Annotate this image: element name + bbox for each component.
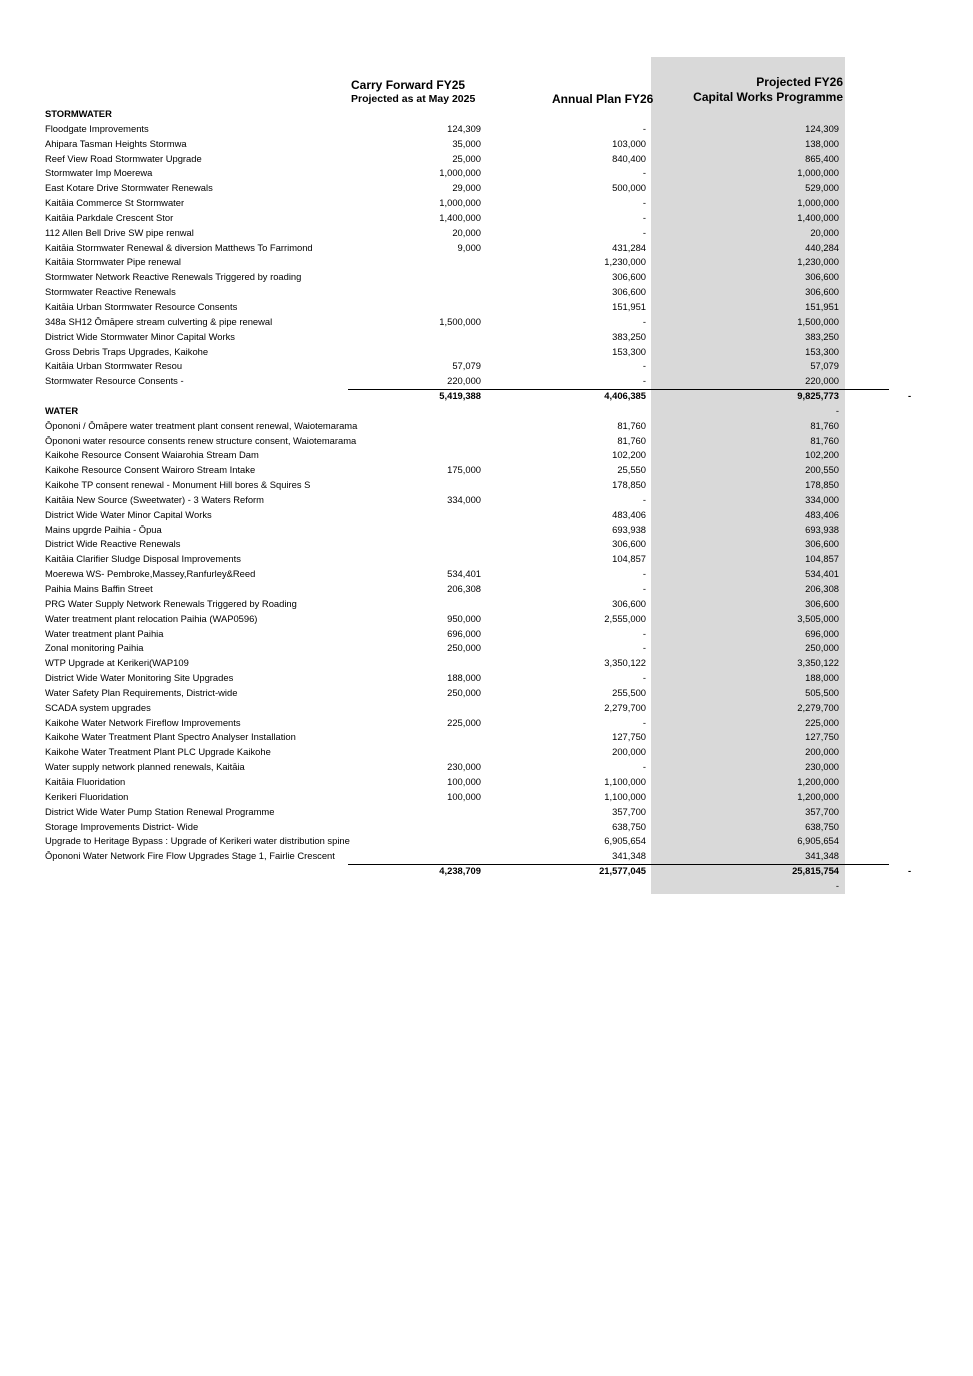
annual-plan-value: 178,850	[612, 479, 646, 491]
annual-plan-value: 104,857	[612, 553, 646, 565]
carry-forward-value: 225,000	[447, 716, 481, 728]
projected-value: 127,750	[805, 731, 839, 743]
projected-value: 225,000	[805, 716, 839, 728]
project-name: Floodgate Improvements	[45, 122, 149, 134]
table-row	[45, 211, 925, 226]
table-row	[45, 567, 925, 582]
table-row	[45, 701, 925, 716]
project-name: Zonal monitoring Paihia	[45, 642, 144, 654]
project-name: Kaitāia Urban Stormwater Resource Consents	[45, 300, 238, 312]
projected-value: 102,200	[805, 449, 839, 461]
projected-value: 1,500,000	[797, 315, 839, 327]
annual-plan-value: 500,000	[612, 182, 646, 194]
projected-value: 3,350,122	[797, 657, 839, 669]
annual-plan-value: -	[642, 672, 646, 684]
projected-value: 696,000	[805, 627, 839, 639]
total-carry-forward: 4,238,709	[439, 865, 481, 877]
annual-plan-value: -	[642, 642, 646, 654]
annual-plan-value: 306,600	[612, 597, 646, 609]
projected-value: 383,250	[805, 330, 839, 342]
carry-forward-value: 57,079	[452, 360, 481, 372]
projected-value: 220,000	[805, 375, 839, 387]
total-annual-plan: 21,577,045	[599, 865, 646, 877]
table-row	[45, 181, 925, 196]
project-name: Kaikohe Water Treatment Plant Spectro Analyser Installation	[45, 731, 296, 743]
projected-value: 200,550	[805, 464, 839, 476]
carry-forward-value: 534,401	[447, 568, 481, 580]
project-name: Water treatment plant Paihia	[45, 627, 164, 639]
projected-value: 306,600	[805, 286, 839, 298]
project-name: Gross Debris Traps Upgrades, Kaikohe	[45, 345, 209, 357]
projected-value: 693,938	[805, 523, 839, 535]
annual-plan-value: 151,951	[612, 300, 646, 312]
section-title: WATER	[45, 404, 79, 416]
annual-plan-value: -	[642, 375, 646, 387]
total-projected: 25,815,754	[792, 865, 839, 877]
section-heading	[45, 404, 925, 419]
annual-plan-value: 483,406	[612, 508, 646, 520]
carry-forward-value: 1,500,000	[439, 315, 481, 327]
projected-value: 529,000	[805, 182, 839, 194]
carry-forward-value: 175,000	[447, 464, 481, 476]
projected-header: Projected FY26	[756, 75, 843, 89]
annual-plan-value: 306,600	[612, 271, 646, 283]
carry-forward-value: 1,400,000	[439, 211, 481, 223]
total-check-mark: -	[908, 390, 912, 402]
annual-plan-value: -	[642, 226, 646, 238]
table-row	[45, 656, 925, 671]
project-name: Kaikohe Water Network Fireflow Improvements	[45, 716, 241, 728]
project-name: Moerewa WS- Pembroke,Massey,Ranfurley&Reed	[45, 568, 256, 580]
capital-works-table	[45, 107, 925, 894]
project-name: Stormwater Reactive Renewals	[45, 286, 176, 298]
project-name: Kerikeri Fluoridation	[45, 790, 129, 802]
annual-plan-value: 1,100,000	[604, 790, 646, 802]
table-row	[45, 834, 925, 849]
project-name: District Wide Water Pump Station Renewal Programme	[45, 805, 275, 817]
table-row	[45, 775, 925, 790]
projected-value: 334,000	[805, 493, 839, 505]
table-row	[45, 493, 925, 508]
project-name: Kaitāia Commerce St Stormwater	[45, 197, 185, 209]
section-title: STORMWATER	[45, 108, 112, 119]
projected-value: 138,000	[805, 137, 839, 149]
table-row	[45, 508, 925, 523]
projected-value: 2,279,700	[797, 701, 839, 713]
table-row	[45, 671, 925, 686]
carry-forward-value: 9,000	[457, 241, 481, 253]
project-name: SCADA system upgrades	[45, 701, 151, 713]
project-name: District Wide Water Monitoring Site Upgrades	[45, 672, 234, 684]
project-name: Reef View Road Stormwater Upgrade	[45, 152, 202, 164]
annual-plan-value: -	[642, 167, 646, 179]
annual-plan-value: 840,400	[612, 152, 646, 164]
carry-forward-value: 100,000	[447, 775, 481, 787]
annual-plan-value: 383,250	[612, 330, 646, 342]
table-row	[45, 537, 925, 552]
project-name: Mains upgrde Paihia - Ōpua	[45, 523, 162, 535]
carry-forward-value: 220,000	[447, 375, 481, 387]
annual-plan-value: -	[642, 315, 646, 327]
projected-value: 357,700	[805, 805, 839, 817]
section-total-row	[45, 864, 925, 879]
project-name: Stormwater Network Reactive Renewals Triggered by roading	[45, 271, 302, 283]
project-name: Water Safety Plan Requirements, District-wide	[45, 686, 238, 698]
table-row	[45, 478, 925, 493]
project-name: Ahipara Tasman Heights Stormwa	[45, 137, 187, 149]
annual-plan-value: 693,938	[612, 523, 646, 535]
project-name: District Wide Stormwater Minor Capital Works	[45, 330, 235, 342]
project-name: WTP Upgrade at Kerikeri(WAP109	[45, 657, 189, 669]
carry-forward-value: 25,000	[452, 152, 481, 164]
annual-plan-value: -	[642, 360, 646, 372]
table-row	[45, 463, 925, 478]
table-row	[45, 226, 925, 241]
table-row	[45, 359, 925, 374]
projected-value: 1,000,000	[797, 167, 839, 179]
total-carry-forward: 5,419,388	[439, 390, 481, 402]
projected-value: 440,284	[805, 241, 839, 253]
carry-forward-value: 334,000	[447, 493, 481, 505]
projected-value: 306,600	[805, 271, 839, 283]
projected-value: 1,200,000	[797, 790, 839, 802]
projected-value: 1,200,000	[797, 775, 839, 787]
table-row	[45, 745, 925, 760]
carry-forward-subheader: Projected as at May 2025	[351, 93, 476, 105]
projected-value: 20,000	[810, 226, 839, 238]
annual-plan-value: 1,100,000	[604, 775, 646, 787]
projected-value: 57,079	[810, 360, 839, 372]
table-row	[45, 641, 925, 656]
project-name: Stormwater Resource Consents -	[45, 375, 184, 387]
projected-value: 206,308	[805, 583, 839, 594]
projected-value: 81,760	[810, 434, 839, 446]
table-row	[45, 597, 925, 612]
project-name: Stormwater Imp Moerewa	[45, 167, 153, 179]
projected-value: 153,300	[805, 345, 839, 357]
projected-value: 6,905,654	[797, 835, 839, 847]
annual-plan-value: 6,905,654	[604, 835, 646, 847]
table-row	[45, 152, 925, 167]
projected-value: 865,400	[805, 152, 839, 164]
annual-plan-value: 638,750	[612, 820, 646, 832]
project-name: Upgrade to Heritage Bypass : Upgrade of Kerikeri water distribution spine	[45, 835, 350, 847]
annual-plan-value: -	[642, 493, 646, 505]
annual-plan-value: 153,300	[612, 345, 646, 357]
annual-plan-value: 2,279,700	[604, 701, 646, 713]
table-row	[45, 241, 925, 256]
project-name: Kaitāia Parkdale Crescent Stor	[45, 211, 174, 223]
projected-value: 200,000	[805, 746, 839, 758]
annual-plan-value: 1,230,000	[604, 256, 646, 268]
trailing-projected-value: -	[835, 879, 839, 891]
trailing-row	[45, 879, 925, 894]
total-projected: 9,825,773	[797, 390, 839, 402]
table-row	[45, 716, 925, 731]
total-check-mark: -	[908, 865, 912, 877]
projected-value: 483,406	[805, 508, 839, 520]
annual-plan-value: 306,600	[612, 286, 646, 298]
table-row	[45, 612, 925, 627]
annual-plan-value: -	[642, 122, 646, 134]
project-name: Water treatment plant relocation Paihia (WAP0596)	[45, 612, 258, 624]
annual-plan-header: Annual Plan FY26	[552, 92, 654, 106]
table-row	[45, 122, 925, 137]
annual-plan-value: 2,555,000	[604, 612, 646, 624]
carry-forward-value: 29,000	[452, 182, 481, 194]
projected-value: 151,951	[805, 300, 839, 312]
project-name: Kaitāia New Source (Sweetwater) - 3 Waters Reform	[45, 493, 264, 505]
table-row	[45, 820, 925, 835]
project-name: 348a SH12 Ōmāpere stream culverting & pipe renewal	[45, 315, 273, 327]
projected-value: 3,505,000	[797, 612, 839, 624]
projected-value: 230,000	[805, 761, 839, 773]
carry-forward-value: 250,000	[447, 642, 481, 654]
projected-value: 1,000,000	[797, 197, 839, 209]
annual-plan-value: 341,348	[612, 850, 646, 862]
project-name: Kaitāia Urban Stormwater Resou	[45, 360, 183, 372]
projected-value: 534,401	[805, 568, 839, 580]
carry-forward-value: 1,000,000	[439, 167, 481, 179]
table-row	[45, 849, 925, 864]
project-name: Kaikohe Resource Consent Wairoro Stream Intake	[45, 464, 256, 476]
project-name: East Kotare Drive Stormwater Renewals	[45, 182, 213, 194]
projected-value: 341,348	[805, 850, 839, 862]
table-row	[45, 315, 925, 330]
carry-forward-value: 35,000	[452, 137, 481, 149]
table-row	[45, 760, 925, 775]
annual-plan-value: -	[642, 627, 646, 639]
project-name: Storage Improvements District- Wide	[45, 820, 199, 832]
table-row	[45, 374, 925, 389]
table-row	[45, 730, 925, 745]
projected-value: 505,500	[805, 686, 839, 698]
project-name: Ōpononi Water Network Fire Flow Upgrades Stage 1, Fairlie Crescent	[45, 850, 335, 862]
project-name: Kaitāia Stormwater Renewal & diversion Matthews To Farrimond	[45, 241, 313, 253]
project-name: Water supply network planned renewals, Kaitāia	[45, 761, 245, 773]
annual-plan-value: 81,760	[617, 419, 646, 431]
section-total-row	[45, 389, 925, 404]
project-name: District Wide Reactive Renewals	[45, 538, 181, 550]
annual-plan-value: 3,350,122	[604, 657, 646, 669]
total-annual-plan: 4,406,385	[604, 390, 646, 402]
carry-forward-value: 20,000	[452, 226, 481, 238]
projected-value: 81,760	[810, 419, 839, 431]
projected-value: 1,230,000	[797, 256, 839, 268]
annual-plan-value: 306,600	[612, 538, 646, 550]
project-name: Ōpononi / Ōmāpere water treatment plant consent renewal, Waiotemarama	[45, 419, 358, 431]
project-name: Kaikohe TP consent renewal - Monument Hill bores & Squires S	[45, 479, 311, 491]
projected-value: 306,600	[805, 538, 839, 550]
annual-plan-value: -	[642, 568, 646, 580]
table-row	[45, 345, 925, 360]
project-name: Kaitāia Stormwater Pipe renewal	[45, 256, 182, 268]
carry-forward-value: 206,308	[447, 583, 481, 594]
table-row	[45, 255, 925, 270]
table-row	[45, 523, 925, 538]
table-row	[45, 805, 925, 820]
project-name: District Wide Water Minor Capital Works	[45, 508, 212, 520]
projected-value: 188,000	[805, 672, 839, 684]
table-row	[45, 448, 925, 463]
section-projected-value: -	[835, 404, 839, 416]
projected-value: 306,600	[805, 597, 839, 609]
annual-plan-value: 200,000	[612, 746, 646, 758]
table-row	[45, 582, 925, 597]
carry-forward-value: 230,000	[447, 761, 481, 773]
projected-value: 638,750	[805, 820, 839, 832]
projected-value: 1,400,000	[797, 211, 839, 223]
table-row	[45, 627, 925, 642]
carry-forward-value: 696,000	[447, 627, 481, 639]
project-name: 112 Allen Bell Drive SW pipe renwal	[45, 226, 194, 238]
project-name: Kaitāia Clarifier Sludge Disposal Improvements	[45, 553, 241, 565]
table-row	[45, 270, 925, 285]
annual-plan-value: -	[642, 211, 646, 223]
annual-plan-value: 357,700	[612, 805, 646, 817]
carry-forward-value: 250,000	[447, 686, 481, 698]
annual-plan-value: -	[642, 197, 646, 209]
table-row	[45, 285, 925, 300]
project-name: Kaitāia Fluoridation	[45, 775, 126, 787]
section-heading	[45, 107, 925, 122]
annual-plan-value: 25,550	[617, 464, 646, 476]
carry-forward-value: 1,000,000	[439, 197, 481, 209]
table-row	[45, 434, 925, 449]
carry-forward-header: Carry Forward FY25	[351, 78, 466, 92]
carry-forward-value: 188,000	[447, 672, 481, 684]
table-row	[45, 166, 925, 181]
annual-plan-value: 431,284	[612, 241, 646, 253]
projected-value: 124,309	[805, 122, 839, 134]
projected-value: 178,850	[805, 479, 839, 491]
table-row	[45, 790, 925, 805]
annual-plan-value: -	[642, 761, 646, 773]
projected-value: 104,857	[805, 553, 839, 565]
annual-plan-value: 103,000	[612, 137, 646, 149]
annual-plan-value: 81,760	[617, 434, 646, 446]
table-row	[45, 686, 925, 701]
carry-forward-value: 100,000	[447, 790, 481, 802]
table-row	[45, 419, 925, 434]
annual-plan-value: 102,200	[612, 449, 646, 461]
carry-forward-value: 950,000	[447, 612, 481, 624]
table-row	[45, 300, 925, 315]
project-name: Paihia Mains Baffin Street	[45, 583, 153, 594]
carry-forward-value: 124,309	[447, 122, 481, 134]
projected-value: 250,000	[805, 642, 839, 654]
project-name: PRG Water Supply Network Renewals Triggered by Roading	[45, 597, 297, 609]
table-row	[45, 552, 925, 567]
annual-plan-value: -	[642, 583, 646, 594]
capital-works-header: Capital Works Programme	[693, 90, 843, 104]
project-name: Kaikohe Resource Consent Waiarohia Stream Dam	[45, 449, 259, 461]
annual-plan-value: 255,500	[612, 686, 646, 698]
project-name: Ōpononi water resource consents renew structure consent, Waiotemarama	[45, 434, 357, 446]
table-row	[45, 196, 925, 211]
annual-plan-value: 127,750	[612, 731, 646, 743]
project-name: Kaikohe Water Treatment Plant PLC Upgrade Kaikohe	[45, 746, 271, 758]
table-row	[45, 137, 925, 152]
annual-plan-value: -	[642, 716, 646, 728]
table-row	[45, 330, 925, 345]
